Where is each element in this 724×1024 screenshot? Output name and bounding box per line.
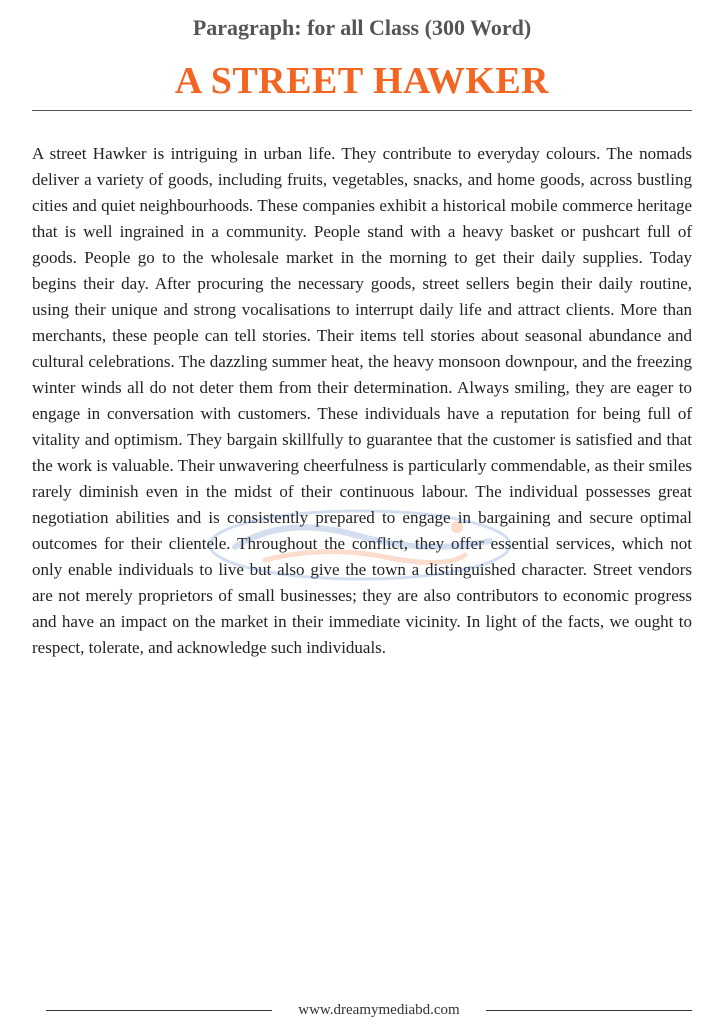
footer-divider-right: [486, 1010, 692, 1011]
page-subtitle: Paragraph: for all Class (300 Word): [192, 15, 532, 40]
title-divider: [32, 110, 692, 111]
page-title: A STREET HAWKER: [174, 60, 550, 102]
footer-divider-left: [46, 1010, 272, 1011]
footer-website-link[interactable]: www.dreamymediabd.com: [298, 1002, 460, 1018]
paragraph-body: A street Hawker is intriguing in urban life. They contribute to everyday colours. The nomads deliver a variety of goods, including fruits, vegetables, snacks, and home goods, across bustling cities and quiet neighbourhoods. These companies exhibit a historical mobile commerce heritage that is well ingrained in a community. People stand with a heavy basket or pushcart full of goods. People go to the wholesale market in the morning to get their daily supplies. Today begins their day. After procuring the necessary goods, street sellers begin their daily routine, using their unique and strong vocalisations to interrupt daily life and attract clients. More than merchants, these people can tell stories. Their items tell stories about seasonal abundance and cultural celebrations. The dazzling summer heat, the heavy monsoon downpour, and the freezing winter winds all do not deter them from their determination. Always smiling, they are eager to engage in conversation with customers. These individuals have a reputation for being full of vitality and optimism. They bargain skillfully to guarantee that the customer is satisfied and that the work is valuable. Their unwavering cheerfulness is particularly commendable, as their smiles rarely diminish even in the midst of their continuous labour. The individual possesses great negotiation abilities and is consistently prepared to engage in bargaining and secure optimal outcomes for their clientele. Throughout the conflict, they offer essential services, which not only enable individuals to live but also give the town a distinguished character. Street vendors are not merely proprietors of small businesses; they are also contributors to economic progress and have an impact on the market in their immediate vicinity. In light of the facts, we ought to respect, tolerate, and acknowledge such individuals.: [32, 144, 692, 657]
